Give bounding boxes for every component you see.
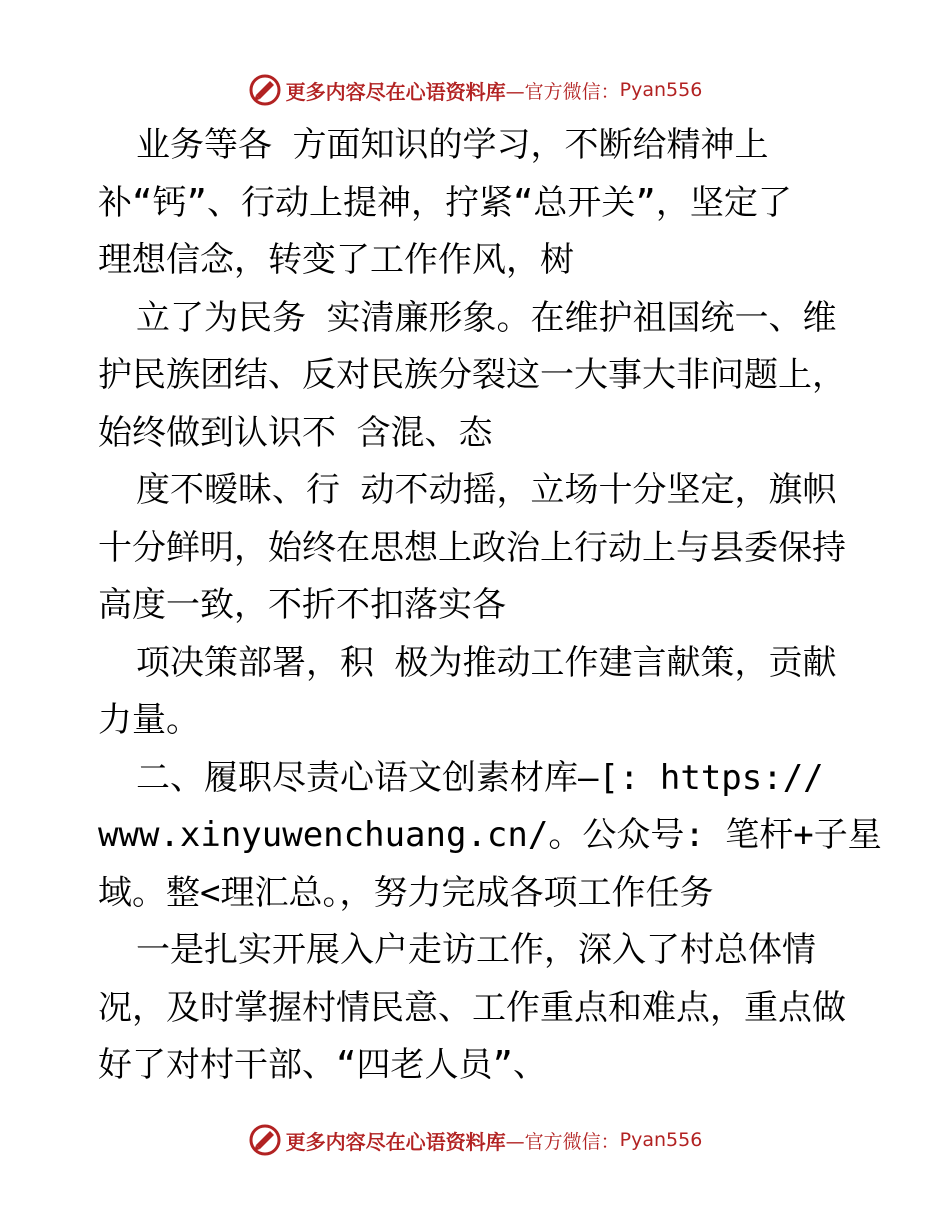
pen-logo-icon bbox=[248, 1123, 282, 1157]
banner-subtitle: —官方微信： bbox=[505, 80, 620, 103]
text-line: 立了为民务 实清廉形象。在维护祖国统一、维 bbox=[136, 297, 837, 338]
header-banner bbox=[0, 70, 950, 110]
text-line: www.xinyuwenchuang.cn/。公众号: 笔杆+子星 bbox=[98, 815, 882, 855]
text-line: 力量。 bbox=[98, 700, 200, 740]
text-line: 十分鲜明，始终在思想上政治上行动上与县委保持 bbox=[98, 527, 846, 568]
text-line: 二、履职尽责心语文创素材库—[: https:// bbox=[136, 757, 824, 798]
text-line: 补“钙”、行动上提神，拧紧“总开关”，坚定了 bbox=[98, 182, 792, 223]
banner-wechat-id: Pyan556 bbox=[619, 1129, 703, 1151]
document-body bbox=[98, 117, 882, 1095]
text-line: 一是扎实开展入户走访工作，深入了村总体情 bbox=[136, 930, 816, 970]
text-line: 好了对村干部、“四老人员”、 bbox=[98, 1045, 547, 1085]
text-line: 始终做到认识不 含混、态 bbox=[98, 412, 493, 453]
banner-title: 更多内容尽在心语资料库 bbox=[285, 79, 506, 104]
text-line: 高度一致，不折不扣落实各 bbox=[98, 585, 506, 625]
text-line: 度不暧昧、行 动不动摇，立场十分坚定，旗帜 bbox=[136, 470, 837, 510]
footer-banner bbox=[0, 1120, 950, 1160]
banner-wechat-id: Pyan556 bbox=[619, 79, 703, 101]
text-line: 业务等各 方面知识的学习，不断给精神上 bbox=[136, 125, 769, 165]
text-line: 项决策部署，积 极为推动工作建言献策，贡献 bbox=[136, 642, 837, 683]
text-line: 理想信念，转变了工作作风，树 bbox=[98, 240, 574, 280]
banner-title: 更多内容尽在心语资料库 bbox=[285, 1129, 506, 1154]
text-line: 况，及时掌握村情民意、工作重点和难点，重点做 bbox=[98, 987, 846, 1028]
text-line: 护民族团结、反对民族分裂这一大事大非问题上， bbox=[98, 355, 846, 395]
text-line: 域。整<理汇总。，努力完成各项工作任务 bbox=[98, 872, 714, 913]
pen-logo-icon bbox=[248, 73, 282, 107]
banner-subtitle: —官方微信： bbox=[505, 1130, 620, 1153]
